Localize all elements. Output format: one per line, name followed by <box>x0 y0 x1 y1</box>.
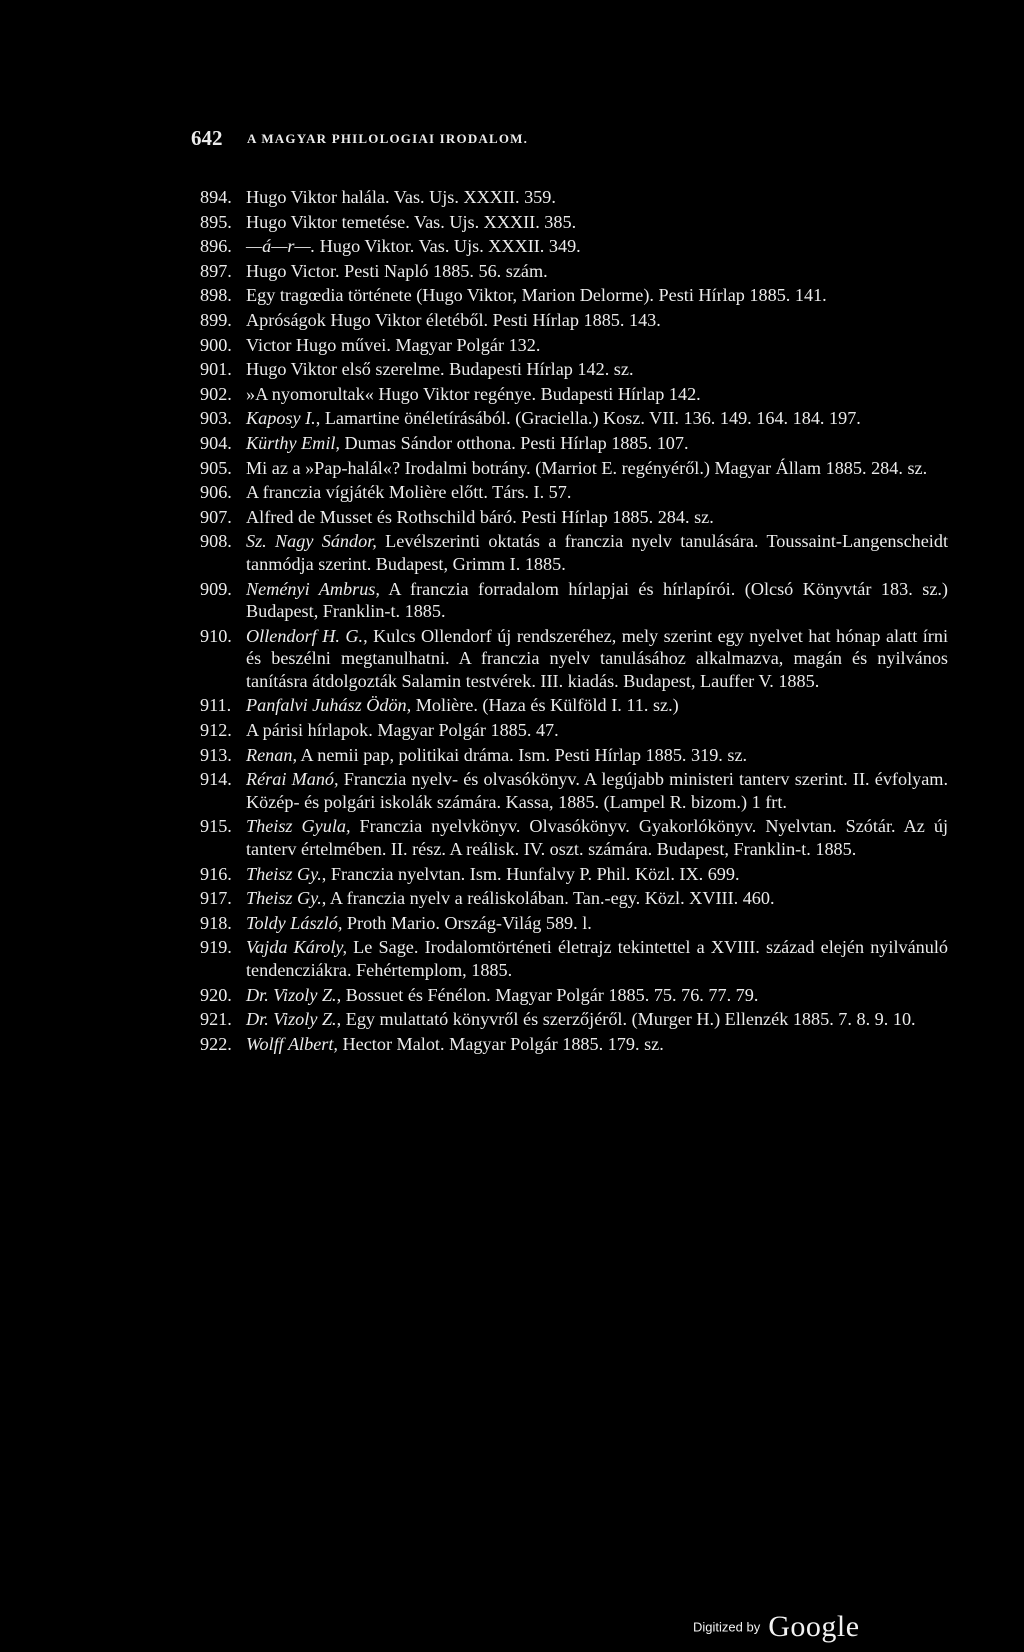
entry-author: Neményi Ambrus, <box>246 578 380 599</box>
entry-number: 912. <box>200 720 232 741</box>
entry-author: Theisz Gy. <box>246 888 322 909</box>
entry-text: Alfred de Musset és Rothschild báró. Pesti Hírlap 1885. 284. sz. <box>246 506 714 527</box>
bibliography-entry <box>200 984 948 1007</box>
digitized-footer <box>693 1610 860 1643</box>
bibliography-entry <box>200 815 948 860</box>
entry-number: 901. <box>200 359 232 380</box>
bibliography-entry <box>200 432 948 455</box>
entry-text: Hugo Victor. Pesti Napló 1885. 56. szám. <box>246 260 548 281</box>
entry-text: Franczia nyelvkönyv. Olvasókönyv. Gyakorlókönyv. Nyelvtan. Szótár. Az új tanterv értelmében. II. rész. A reálisk. IV. oszt. számára. Budapest, Franklin-t. 1885. <box>246 816 948 860</box>
entry-number: 902. <box>200 383 232 404</box>
bibliography-entry <box>200 334 948 357</box>
entry-author: Kaposy I. <box>246 408 316 429</box>
entry-text: Egy tragœdia története (Hugo Viktor, Marion Delorme). Pesti Hírlap 1885. 141. <box>246 285 827 306</box>
bibliography-entry <box>200 358 948 381</box>
bibliography-entry <box>200 383 948 406</box>
bibliography-entry <box>200 457 948 480</box>
entry-number: 907. <box>200 506 232 527</box>
entry-number: 903. <box>200 408 232 429</box>
entry-number: 895. <box>200 211 232 232</box>
entry-number: 911. <box>200 695 232 716</box>
entry-number: 906. <box>200 482 232 503</box>
bibliography-entry <box>200 309 948 332</box>
entry-number: 909. <box>200 578 232 599</box>
entry-text: Franczia nyelv- és olvasókönyv. A legújabb ministeri tanterv szerint. II. évfolyam. Közép- és polgári iskolák számára. Kassa, 1885. (Lampel R. bizom.) 1 frt. <box>246 769 948 812</box>
google-logo: Google <box>768 1610 860 1643</box>
entry-number: 898. <box>200 285 232 306</box>
entry-author: Theisz Gyula, <box>246 816 351 837</box>
entry-text: , Kulcs Ollendorf új rendszeréhez, mely szerint egy nyelvet hat hónap alatt írni és beszélni megtanulhatni. A franczia nyelv tanulásához alkalmazva, magán és nyilvános tanításra átdolgozták Salamin testvérek. III. kiadás. Budapest, Lauffer V. 1885. <box>246 625 949 691</box>
digitized-label: Digitized by <box>693 1619 761 1635</box>
page-header <box>191 126 751 152</box>
bibliography-entry <box>200 912 948 935</box>
entry-number: 921. <box>200 1009 232 1030</box>
bibliography-entry <box>200 1033 948 1056</box>
bibliography-entry <box>200 744 948 767</box>
entry-text: Hugo Viktor első szerelme. Budapesti Hírlap 142. sz. <box>246 359 634 380</box>
entry-number: 910. <box>200 625 232 646</box>
bibliography-entry <box>200 694 948 717</box>
bibliography-list <box>200 186 948 1055</box>
page-number: 642 <box>191 126 223 150</box>
entry-text: , A franczia nyelv a reáliskolában. Tan.-egy. Közl. XVIII. 460. <box>321 888 775 909</box>
bibliography-entry <box>200 530 948 575</box>
bibliography-entry <box>200 578 948 623</box>
entry-text: , Egy mulattató könyvről és szerzőjéről. (Murger H.) Ellenzék 1885. 7. 8. 9. 10. <box>336 1009 916 1030</box>
entry-author: Theisz Gy. <box>246 863 322 884</box>
entry-text: Apróságok Hugo Viktor életéből. Pesti Hírlap 1885. 143. <box>246 309 661 330</box>
bibliography-entry <box>200 863 948 886</box>
entry-text: Dumas Sándor otthona. Pesti Hírlap 1885. 107. <box>339 432 689 453</box>
entry-number: 919. <box>200 937 232 958</box>
entry-text: , Bossuet és Fénélon. Magyar Polgár 1885. 75. 76. 77. 79. <box>336 984 759 1005</box>
entry-text: Victor Hugo művei. Magyar Polgár 132. <box>246 334 541 355</box>
entry-number: 915. <box>200 816 232 837</box>
entry-text: A nemii pap, politikai dráma. Ism. Pesti Hírlap 1885. 319. sz. <box>297 744 748 765</box>
entry-number: 894. <box>200 187 232 207</box>
bibliography-entry <box>200 235 948 258</box>
bibliography-entry <box>200 284 948 307</box>
entry-text: Proth Mario. Ország-Világ 589. l. <box>342 912 592 933</box>
entry-text: Levélszerinti oktatás a franczia nyelv tanulására. Toussaint-Langenscheidt tanmódja szerint. Budapest, Grimm I. 1885. <box>246 531 949 574</box>
entry-number: 896. <box>200 236 232 257</box>
bibliography-entry <box>200 625 948 693</box>
entry-number: 908. <box>200 531 232 552</box>
entry-text: , Lamartine önéletírásából. (Graciella.) Kosz. VII. 136. 149. 164. 184. 197. <box>315 408 861 429</box>
entry-author: Panfalvi Juhász Ödön, <box>246 695 412 716</box>
entry-author: Dr. Vizoly Z. <box>246 984 337 1005</box>
entry-number: 897. <box>200 260 232 281</box>
entry-number: 914. <box>200 769 232 790</box>
entry-text: Le Sage. Irodalomtörténeti életrajz tekintettel a XVIII. század elején nyilvánuló tendencziákra. Fehértemplom, 1885. <box>246 937 949 980</box>
entry-number: 922. <box>200 1033 232 1054</box>
entry-number: 899. <box>200 309 232 330</box>
entry-text: Hugo Viktor halála. Vas. Ujs. XXXII. 359. <box>246 187 556 207</box>
entry-number: 904. <box>200 432 232 453</box>
entry-text: »A nyomorultak« Hugo Viktor regénye. Budapesti Hírlap 142. <box>246 383 701 404</box>
entry-author: Vajda Károly, <box>246 937 347 958</box>
bibliography-entry <box>200 481 948 504</box>
bibliography-entry <box>200 768 948 813</box>
entry-number: 913. <box>200 744 232 765</box>
entry-text: Hugo Viktor. Vas. Ujs. XXXII. 349. <box>315 236 581 257</box>
entry-number: 905. <box>200 457 232 478</box>
bibliography-entry <box>200 1008 948 1031</box>
bibliography-entry <box>200 936 948 981</box>
entry-text: Molière. (Haza és Külföld I. 11. sz.) <box>411 695 679 716</box>
entry-number: 916. <box>200 863 232 884</box>
running-title: A MAGYAR PHILOLOGIAI IRODALOM. <box>247 131 529 146</box>
entry-number: 917. <box>200 888 232 909</box>
bibliography-entry <box>200 719 948 742</box>
entry-text: A franczia forradalom hírlapjai és hírlapírói. (Olcsó Könyvtár 183. sz.) Budapest, Franklin-t. 1885. <box>246 578 948 622</box>
entry-number: 920. <box>200 984 232 1005</box>
entry-author: Rérai Manó, <box>246 769 339 790</box>
entry-author: —á—r—. <box>246 236 316 257</box>
bibliography-entry <box>200 211 948 234</box>
bibliography-entry <box>200 260 948 283</box>
entry-author: Kürthy Emil, <box>246 432 340 453</box>
entry-author: Ollendorf H. G. <box>246 625 364 646</box>
bibliography-entry <box>200 506 948 529</box>
entry-author: Wolff Albert, <box>246 1033 338 1054</box>
entry-text: Hugo Viktor temetése. Vas. Ujs. XXXII. 385. <box>246 211 577 232</box>
entry-text: , Franczia nyelvtan. Ism. Hunfalvy P. Phil. Közl. IX. 699. <box>321 863 740 884</box>
entry-number: 918. <box>200 912 232 933</box>
entry-author: Sz. Nagy Sándor, <box>246 531 377 552</box>
entry-author: Dr. Vizoly Z. <box>246 1009 337 1030</box>
entry-author: Renan, <box>246 744 298 765</box>
entry-text: Mi az a »Pap-halál«? Irodalmi botrány. (Marriot E. regényéről.) Magyar Állam 1885. 284. sz. <box>246 457 928 478</box>
entry-author: Toldy László, <box>246 912 343 933</box>
bibliography-entry <box>200 887 948 910</box>
bibliography-entry <box>200 186 948 209</box>
entry-text: A párisi hírlapok. Magyar Polgár 1885. 47. <box>246 720 559 741</box>
entry-text: Hector Malot. Magyar Polgár 1885. 179. sz. <box>337 1033 664 1054</box>
entry-number: 900. <box>200 334 232 355</box>
bibliography-entry <box>200 407 948 430</box>
entry-text: A franczia vígjáték Molière előtt. Társ. I. 57. <box>246 482 572 503</box>
